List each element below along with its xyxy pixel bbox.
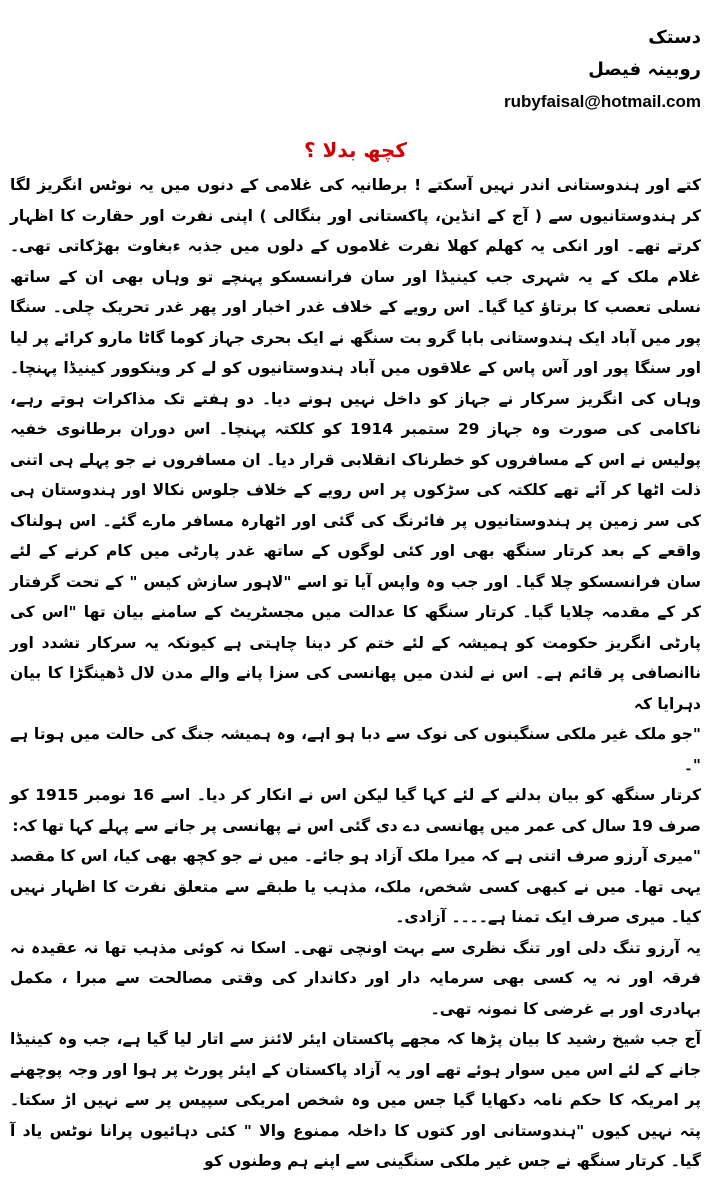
article-header: [10, 22, 701, 116]
quote-paragraph: "میری آرزو صرف اتنی ہے کہ میرا ملک آزاد ہو جائے۔ میں نے جو کچھ بھی کیا، اس کا مقصد یہی تھا۔ میں نے کبھی کسی شخص، ملک، مذہب یا طبقے سے متعلق نفرت کا اظہار نہیں کیا۔ میری صرف ایک تمنا ہے۔۔۔۔ آزادی۔: [10, 847, 701, 926]
quote-paragraph: "جو ملک غیر ملکی سنگینوں کی نوک سے دبا ہو اہے، وہ ہمیشہ جنگ کی حالت میں ہوتا ہے "۔: [10, 725, 701, 774]
paragraph: کرتار سنگھ کو بیان بدلنے کے لئے کہا گیا لیکن اس نے انکار کر دیا۔ اسے 16 نومبر 1915 کو صرف 19 سال کی عمر میں پھانسی دے دی گئی اس نے پھانسی پر جانے سے پہلے کہا تھا کہ:: [10, 786, 701, 835]
author-email: rubyfaisal@hotmail.com: [503, 92, 701, 111]
paragraph: کتے اور ہندوستانی اندر نہیں آسکتے ! برطانیہ کی غلامی کے دنوں میں یہ نوٹس انگریز لگا کر ہندوستانیوں سے ( آج کے انڈین، پاکستانی اور بنگالی ) اپنی نفرت اور حقارت کا اظہار کرتے تھے۔ اور انکی یہ کھلم کھلا نفرت غلاموں کے دلوں میں جذبہ ءبغاوت بھڑکاتی تھی۔ غلام ملک کے یہ شہری جب کینیڈا اور سان فرانسسکو پہنچے تو وہاں بھی ان کے ساتھ نسلی تعصب کا برتاؤ کیا گیا۔ اس رویے کے خلاف غدر اخبار اور پھر غدر تحریک چلی۔ سنگا پور میں آباد ایک ہندوستانی بابا گرو بت سنگھ نے ایک بحری جہاز کوما گاٹا مارو کرائے پر لیا اور سنگا پور اور آس پاس کے علاقوں میں آباد ہندوستانیوں کو لے کر وینکوور کینیڈا پہنچا۔ وہاں کی انگریز سرکار نے جہاز کو داخل نہیں ہونے دیا۔ دو ہفتے تک مذاکرات ہوتے رہے، ناکامی کی صورت وہ جہاز 29 ستمبر 1914 کو کلکتہ پہنچا۔ اس دوران برطانوی خفیہ پولیس نے اس کے مسافروں کو خطرناک انقلابی قرار دیا۔ ان مسافروں نے جو پہلے ہی اتنی ذلت اٹھا کر آئے تھے کلکتہ کی سڑکوں پر اس رویے کے خلاف جلوس نکالا اور ہندوستان ہی کی سر زمین پر ہندوستانیوں پر فائرنگ کی گئی اور اٹھارہ مسافر مارے گئے۔ اس ہولناک واقعے کے بعد کرتار سنگھ بھی اور کئی لوگوں کے ساتھ غدر پارٹی میں کام کرنے کے لئے سان فرانسسکو چلا گیا۔ اور جب وہ واپس آیا تو اسے "لاہور سازش کیس " کے تحت گرفتار کر کے مقدمہ چلایا گیا۔ کرتار سنگھ کا عدالت میں مجسٹریٹ کے سامنے بیان تھا "اس کی پارٹی انگریز حکومت کو ہمیشہ کے لئے ختم کر دینا چاہتی ہے کیونکہ یہ سرکار تشدد اور ناانصافی پر قائم ہے۔ اس نے لندن میں پھانسی کی سزا پانے والے مدن لال ڈھینگڑا کا بیان دہرایا کہ: [10, 176, 701, 713]
article-title: کچھ بدلا ؟: [303, 138, 408, 162]
author-name: روبینہ فیصل: [588, 59, 701, 80]
paragraph: آج جب شیخ رشید کا بیان پڑھا کہ مجھے پاکستان ایئر لائنز سے اتار لیا گیا ہے، جب وہ کینیڈا جانے کے لئے اس میں سوار ہوئے تھے اور یہ آزاد پاکستان کے ایئر پورٹ پر ہوا اور وجہ پوچھنے پر امریکہ کا حکم نامہ دکھایا گیا جس میں وہ شخص امریکی سپیس پر سے نہیں اڑ سکتا۔ پتہ نہیں کیوں "ہندوستانی اور کتوں کا داخلہ ممنوع والا " کئی دہائیوں پرانا نوٹس یاد آ گیا۔ کرتار سنگھ نے جس غیر ملکی سنگینی سے اپنے ہم وطنوں کو: [10, 1030, 701, 1170]
column-label: دستک: [648, 27, 701, 48]
paragraph: یہ آرزو تنگ دلی اور تنگ نظری سے بہت اونچی تھی۔ اسکا نہ کوئی مذہب تھا نہ عقیدہ نہ فرقہ اور نہ یہ کسی بھی سرمایہ دار اور دکاندار کی وقتی مصالحت سے مبرا ، مکمل بہادری اور بے غرضی کا نمونہ تھی۔: [10, 938, 701, 1018]
